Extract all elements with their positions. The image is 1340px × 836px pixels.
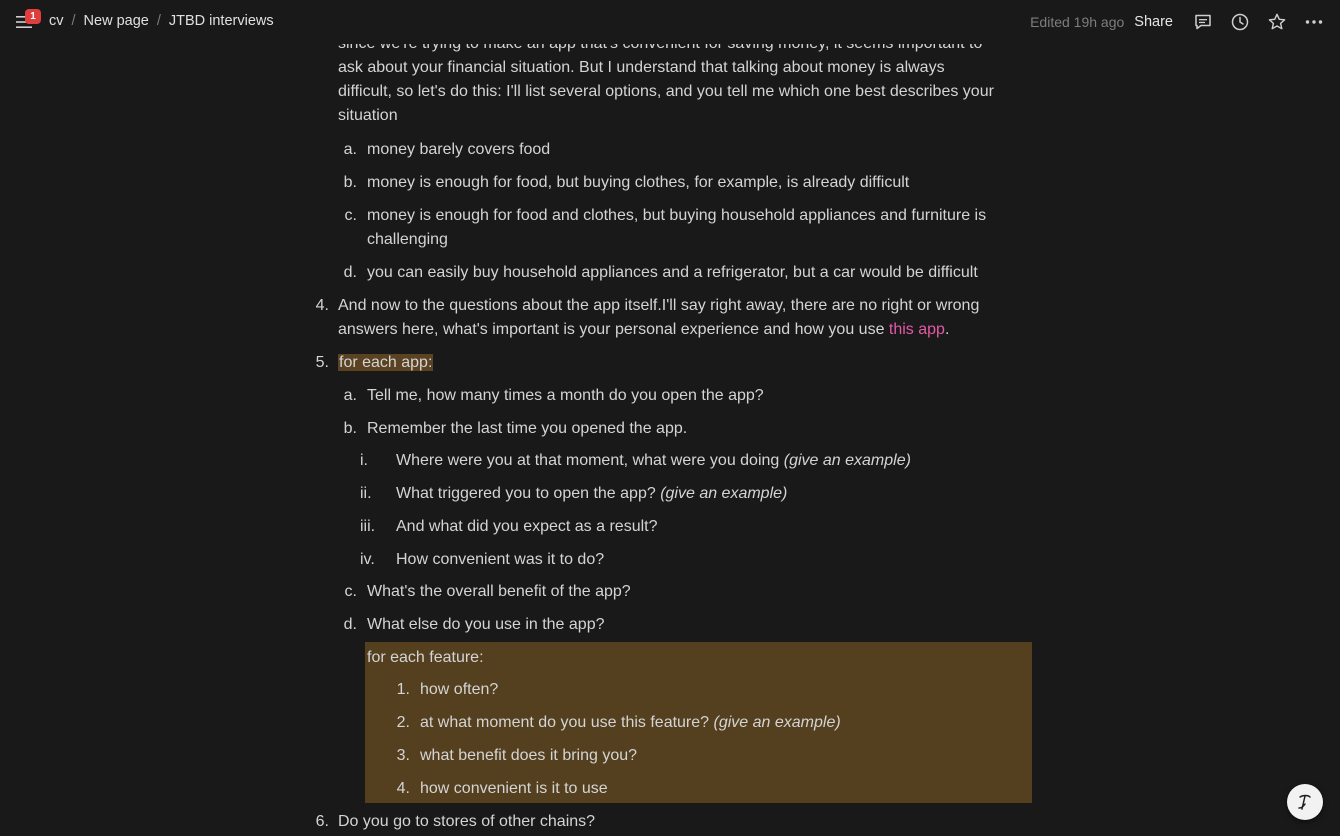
item6-text: Do you go to stores of other chains? <box>338 813 596 830</box>
star-icon[interactable] <box>1267 12 1287 32</box>
feature-item <box>420 711 841 735</box>
breadcrumb-separator: / <box>156 13 161 29</box>
item4-text: answers here, what's important is your personal experience and how you use <box>338 321 889 338</box>
item5-d: What else do you use in the app? <box>367 616 605 633</box>
example-hint: (give an example) <box>713 714 841 731</box>
list-marker: 2. <box>396 714 410 731</box>
item5-text <box>338 351 433 375</box>
intro-line: situation <box>338 107 398 124</box>
list-marker: 5. <box>315 354 329 371</box>
item5-b-ii <box>396 482 787 506</box>
edited-timestamp: Edited 19h ago <box>1030 14 1125 30</box>
item5-b-i <box>396 449 911 473</box>
item5-c: What's the overall benefit of the app? <box>367 583 631 600</box>
list-marker: 1. <box>396 681 410 698</box>
list-marker: i. <box>360 452 368 469</box>
item5-b: Remember the last time you opened the app. <box>367 420 688 437</box>
finance-option-d: you can easily buy household appliances and a refrigerator, but a car would be difficult <box>367 264 978 281</box>
question-text: at what moment do you use this feature? <box>420 714 714 731</box>
breadcrumb-new-page[interactable]: New page <box>83 13 149 29</box>
list-marker: d. <box>343 616 357 633</box>
list-marker: iii. <box>360 518 376 535</box>
topbar-actions <box>1030 10 1324 34</box>
breadcrumb <box>49 13 274 29</box>
feature-item: how convenient is it to use <box>420 780 608 797</box>
help-button[interactable] <box>1287 784 1323 820</box>
list-marker: a. <box>343 141 357 158</box>
finance-option-c-cont: challenging <box>367 231 448 248</box>
list-marker: c. <box>344 207 357 224</box>
feature-heading: for each feature: <box>367 649 484 666</box>
list-marker: iv. <box>360 551 375 568</box>
share-button[interactable]: Share <box>1134 14 1173 30</box>
intro-line: difficult, so let's do this: I'll list several options, and you tell me which one best describes your <box>338 83 994 100</box>
this-app-link[interactable]: this app <box>888 321 945 338</box>
list-marker: 6. <box>315 813 329 830</box>
question-text: What triggered you to open the app? <box>396 485 661 502</box>
feature-item: what benefit does it bring you? <box>420 747 638 764</box>
top-bar <box>0 0 1340 44</box>
item5-b-iii: And what did you expect as a result? <box>396 518 658 535</box>
highlighted-text: for each app: <box>339 354 433 371</box>
list-marker: c. <box>344 583 357 600</box>
finance-option-c: money is enough for food and clothes, but buying household appliances and furniture is <box>367 207 987 224</box>
list-marker: a. <box>343 387 357 404</box>
more-icon[interactable] <box>1304 12 1324 32</box>
history-icon[interactable] <box>1230 12 1250 32</box>
comments-icon[interactable] <box>1193 12 1213 32</box>
item5-b-iv: How convenient was it to do? <box>396 551 605 568</box>
item4-period: . <box>944 321 950 338</box>
finance-option-b: money is enough for food, but buying clothes, for example, is already difficult <box>367 174 910 191</box>
breadcrumb-cv[interactable]: cv <box>49 13 64 29</box>
item4-line1: And now to the questions about the app itself.I'll say right away, there are no right or wrong <box>338 297 980 314</box>
list-marker: b. <box>343 420 357 437</box>
breadcrumb-separator: / <box>71 13 76 29</box>
example-hint: (give an example) <box>660 485 788 502</box>
item4-line2 <box>338 318 949 342</box>
list-marker: ii. <box>360 485 372 502</box>
question-text: Where were you at that moment, what were you doing <box>396 452 784 469</box>
example-hint: (give an example) <box>783 452 911 469</box>
list-marker: d. <box>343 264 357 281</box>
breadcrumb-current-page[interactable]: JTBD interviews <box>168 13 274 29</box>
notion-ai-icon <box>1294 791 1316 813</box>
list-marker: 4. <box>315 297 329 314</box>
item5-a: Tell me, how many times a month do you open the app? <box>367 387 764 404</box>
intro-line: ask about your financial situation. But I understand that talking about money is always <box>338 59 945 76</box>
list-marker: b. <box>343 174 357 191</box>
finance-option-a: money barely covers food <box>367 141 551 158</box>
list-marker: 3. <box>396 747 410 764</box>
notification-badge: 1 <box>25 9 41 24</box>
feature-item: how often? <box>420 681 499 698</box>
list-marker: 4. <box>396 780 410 797</box>
